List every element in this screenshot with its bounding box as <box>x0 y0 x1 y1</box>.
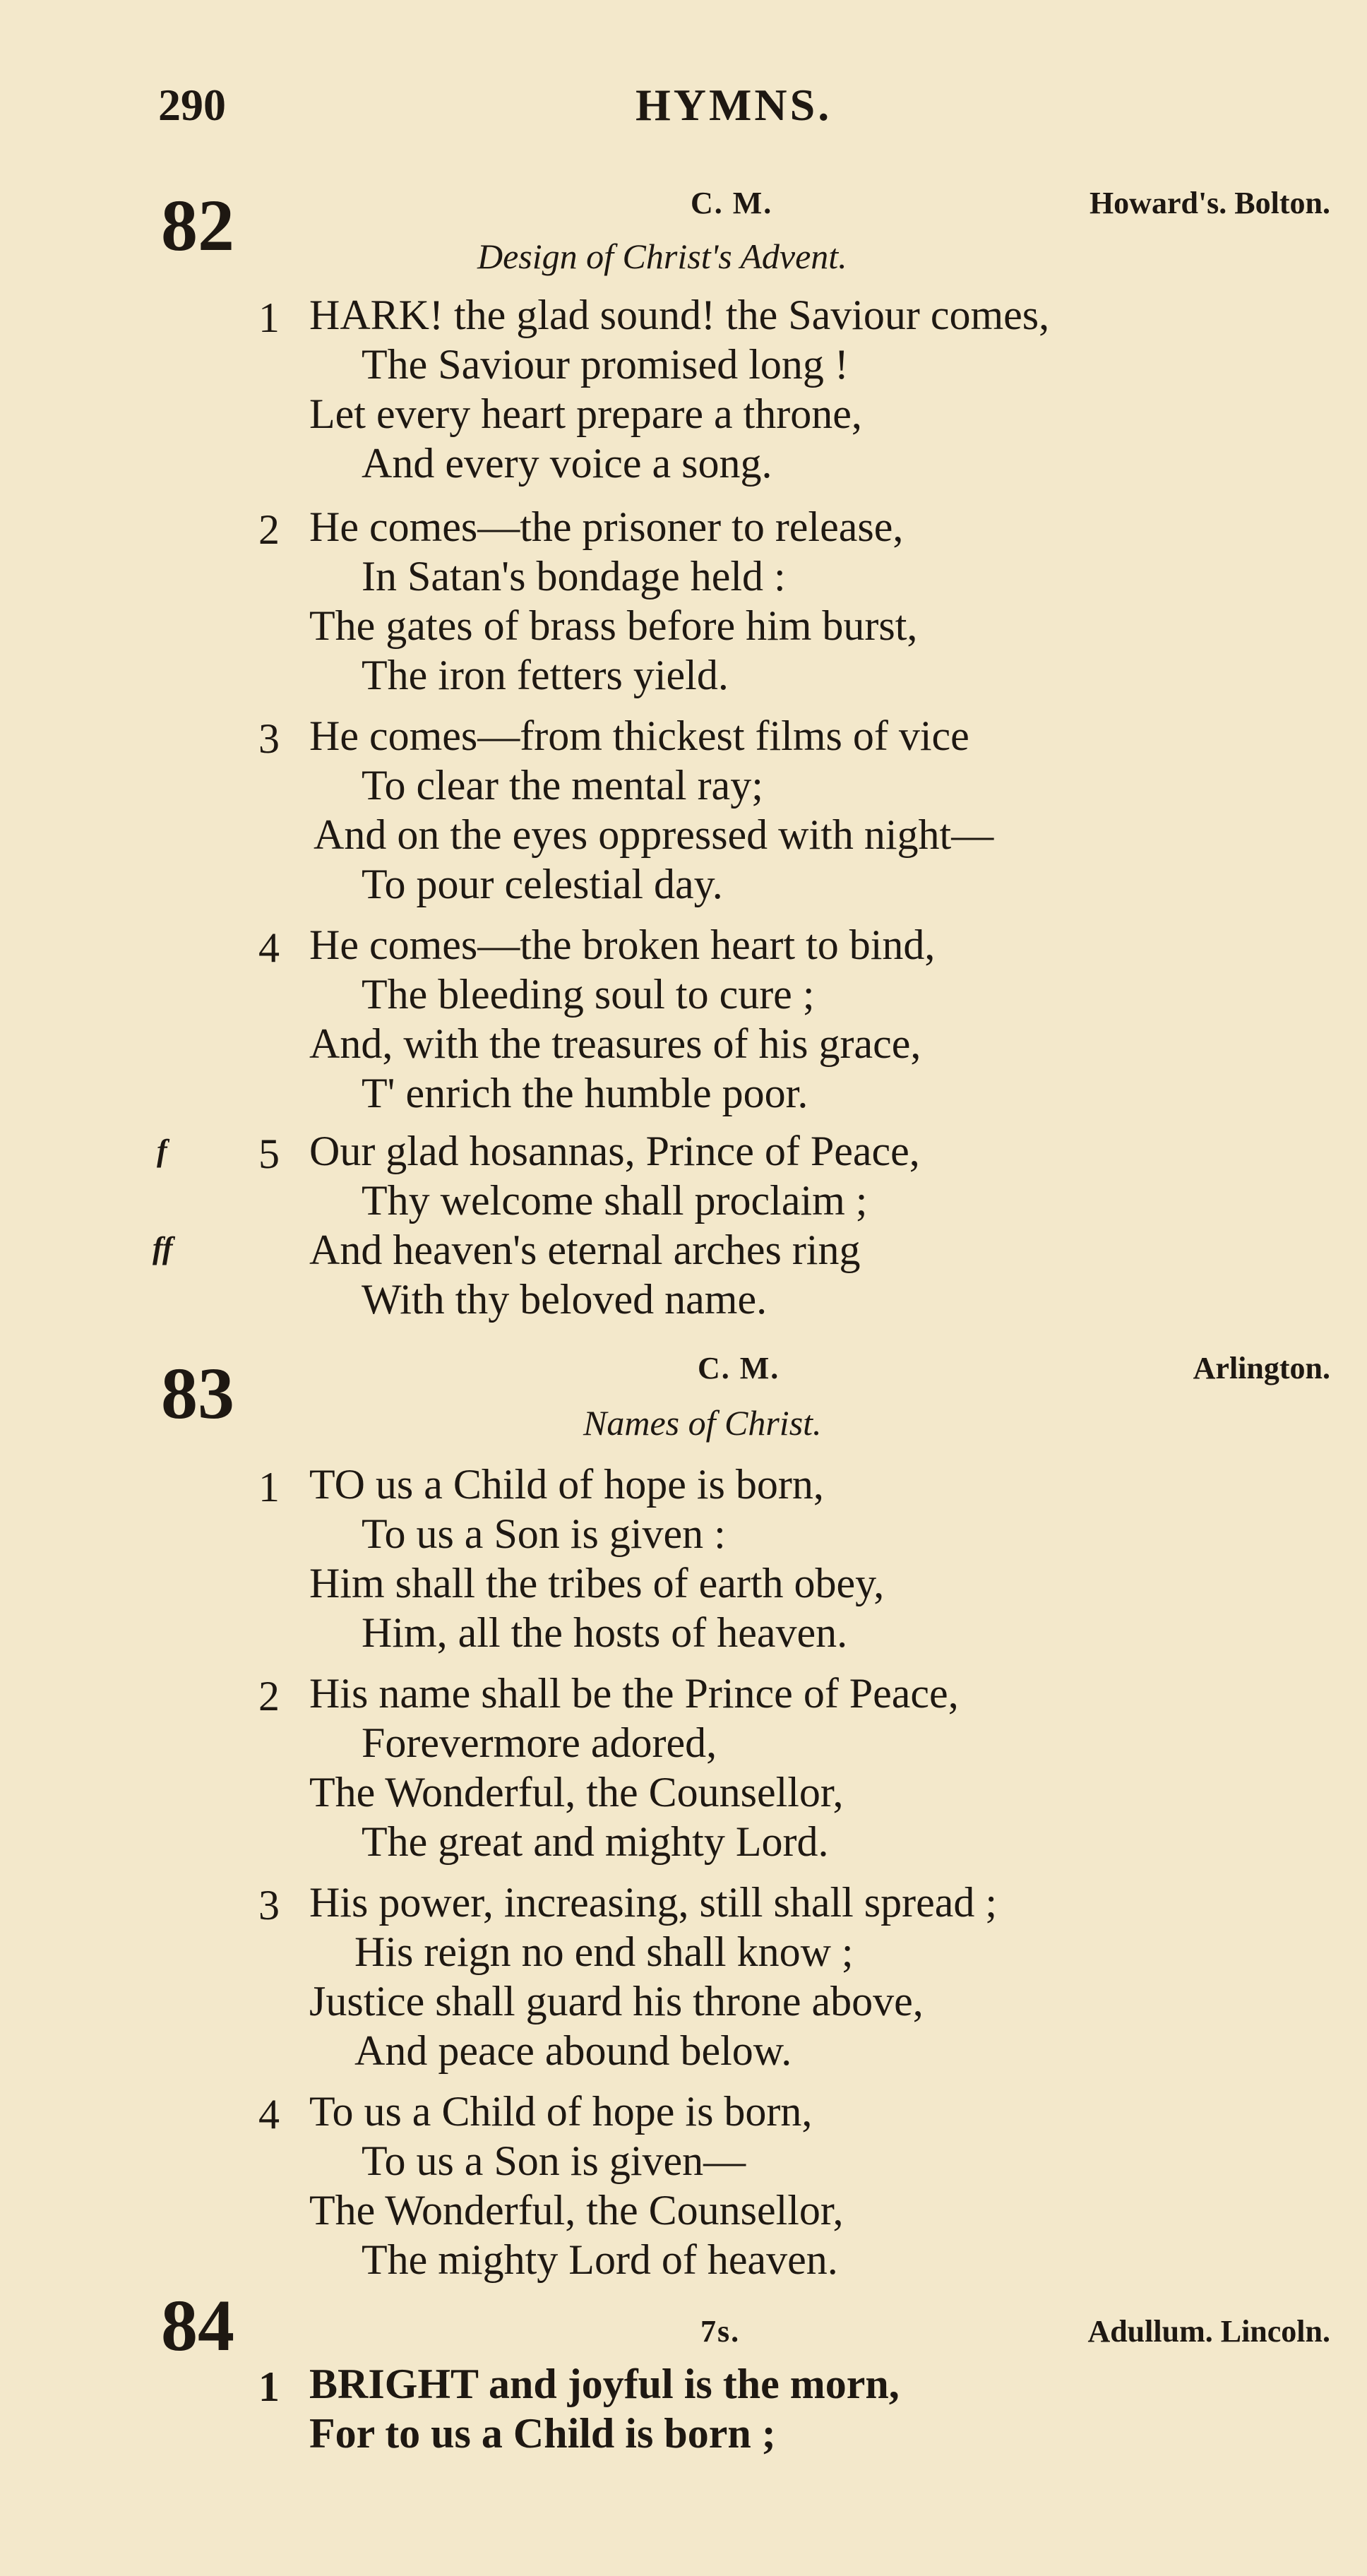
verse-line: To pour celestial day. <box>362 861 723 907</box>
verse-line: The Saviour promised long ! <box>362 341 849 388</box>
verse-number: 1 <box>258 2363 280 2410</box>
hymn-tunes: Howard's. Bolton. <box>1089 186 1330 220</box>
verse-line: His power, increasing, still shall spread ; <box>309 1879 998 1926</box>
verse-line: Forevermore adored, <box>362 1719 717 1766</box>
verse-line: Him shall the tribes of earth obey, <box>309 1560 885 1606</box>
hymn-meter: C. M. <box>698 1351 780 1385</box>
verse-line: The Wonderful, the Counsellor, <box>309 1769 844 1815</box>
verse-line: He comes—the broken heart to bind, <box>309 922 936 968</box>
verse-line: To clear the mental ray; <box>362 762 763 809</box>
verse-number: 2 <box>258 506 280 553</box>
verse-line: To us a Child of hope is born, <box>309 2088 813 2135</box>
verse-line: The gates of brass before him burst, <box>309 602 918 649</box>
verse-line: And peace abound below. <box>354 2027 792 2074</box>
verse-line: HARK! the glad sound! the Saviour comes, <box>309 292 1050 338</box>
verse-line: The iron fetters yield. <box>362 652 729 698</box>
hymn-number: 84 <box>161 2285 234 2366</box>
hymn-meter: C. M. <box>691 186 773 220</box>
verse-line: His reign no end shall know ; <box>354 1928 854 1975</box>
hymn-subtitle: Names of Christ. <box>583 1403 822 1443</box>
verse-number: 4 <box>258 924 280 971</box>
verse-number: 1 <box>258 1464 280 1510</box>
verse-line: The mighty Lord of heaven. <box>362 2236 838 2283</box>
verse-number: 3 <box>258 1882 280 1928</box>
verse-line: Thy welcome shall proclaim ; <box>362 1177 868 1224</box>
verse-line: For to us a Child is born ; <box>309 2410 776 2457</box>
hymn-tunes: Arlington. <box>1193 1351 1330 1385</box>
dynamic-mark: ff <box>153 1231 173 1265</box>
verse-line: The Wonderful, the Counsellor, <box>309 2187 844 2234</box>
hymn-subtitle: Design of Christ's Advent. <box>477 237 847 276</box>
verse-line: Let every heart prepare a throne, <box>309 390 862 437</box>
verse-number: 3 <box>258 715 280 762</box>
page-number: 290 <box>158 80 226 130</box>
verse-line: TO us a Child of hope is born, <box>309 1461 824 1508</box>
hymn-meter: 7s. <box>700 2314 741 2349</box>
verse-line: With thy beloved name. <box>362 1276 768 1323</box>
verse-line: And every voice a song. <box>362 440 772 487</box>
verse-line: He comes—from thickest films of vice <box>309 712 969 759</box>
running-head: HYMNS. <box>635 80 832 130</box>
verse-line: Justice shall guard his throne above, <box>309 1978 924 2025</box>
verse-line: And, with the treasures of his grace, <box>309 1020 921 1067</box>
verse-number: 5 <box>258 1131 280 1177</box>
verse-line: T' enrich the humble poor. <box>362 1070 808 1116</box>
hymn-tunes: Adullum. Lincoln. <box>1087 2314 1330 2349</box>
verse-line: In Satan's bondage held : <box>362 553 786 600</box>
verse-number: 1 <box>258 294 280 341</box>
verse-line: His name shall be the Prince of Peace, <box>309 1670 959 1717</box>
verse-number: 2 <box>258 1673 280 1719</box>
verse-line: And heaven's eternal arches ring <box>309 1227 861 1273</box>
verse-line: Him, all the hosts of heaven. <box>362 1609 848 1656</box>
verse-line: And on the eyes oppressed with night— <box>314 811 994 858</box>
verse-line: The bleeding soul to cure ; <box>362 971 815 1018</box>
hymn-number: 82 <box>161 185 234 266</box>
verse-number: 4 <box>258 2091 280 2137</box>
verse-line: To us a Son is given : <box>362 1510 726 1557</box>
hymn-number: 83 <box>161 1353 234 1434</box>
verse-line: He comes—the prisoner to release, <box>309 503 904 550</box>
verse-line: The great and mighty Lord. <box>362 1818 829 1865</box>
dynamic-mark: f <box>157 1133 167 1168</box>
verse-line: BRIGHT and joyful is the morn, <box>309 2361 900 2407</box>
verse-line: To us a Son is given— <box>362 2137 746 2184</box>
verse-line: Our glad hosannas, Prince of Peace, <box>309 1128 920 1174</box>
